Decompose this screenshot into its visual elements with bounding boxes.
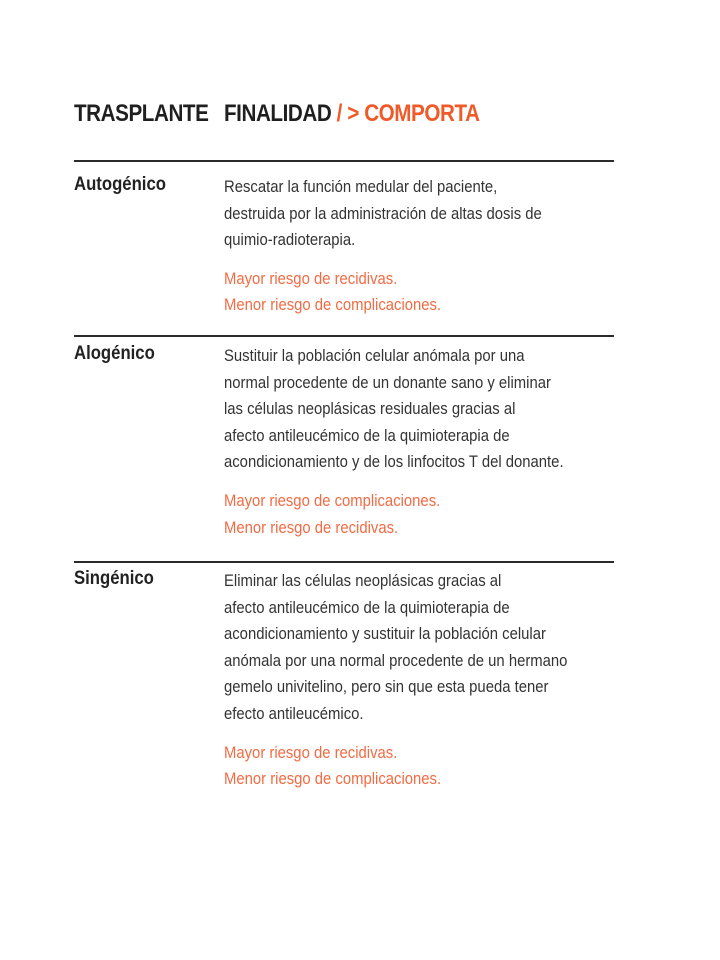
header-trasplante: TRASPLANTE — [74, 100, 209, 127]
purpose-text — [224, 568, 638, 728]
row-body — [224, 343, 644, 541]
purpose-line: normal procedente de un donante sano y eliminar — [224, 373, 551, 392]
row-label: Singénico — [74, 568, 154, 589]
purpose-text — [224, 343, 638, 476]
row-body — [224, 568, 644, 793]
outcome-line: Menor riesgo de complicaciones. — [224, 770, 442, 789]
purpose-line: efecto antileucémico. — [224, 704, 364, 723]
purpose-line: las células neoplásicas residuales gracias al — [224, 400, 516, 419]
purpose-line: Rescatar la función medular del paciente, — [224, 178, 498, 196]
purpose-line: destruida por la administración de altas dosis de — [224, 204, 542, 223]
header-finalidad-comporta — [224, 100, 480, 128]
header-comporta: COMPORTA — [364, 100, 480, 127]
table-header — [74, 100, 614, 140]
purpose-line: afecto antileucémico de la quimioterapia de — [224, 598, 510, 617]
outcome-line: Mayor riesgo de complicaciones. — [224, 491, 441, 510]
purpose-line: acondicionamiento y sustituir la población celular — [224, 625, 546, 644]
purpose-line: Sustituir la población celular anómala por una — [224, 347, 525, 365]
outcome-text — [224, 740, 638, 793]
purpose-line: afecto antileucémico de la quimioterapia de — [224, 426, 510, 445]
header-separator: / > — [331, 100, 365, 127]
row-label: Autogénico — [74, 174, 166, 195]
divider-2 — [74, 335, 614, 337]
outcome-text — [224, 266, 638, 319]
outcome-line: Menor riesgo de complicaciones. — [224, 296, 442, 315]
purpose-line: quimio-radioterapia. — [224, 231, 356, 250]
row-label: Alogénico — [74, 343, 155, 364]
outcome-text — [224, 488, 638, 541]
purpose-line: Eliminar las células neoplásicas gracias al — [224, 572, 502, 590]
header-finalidad: FINALIDAD — [224, 100, 332, 127]
divider-3 — [74, 561, 614, 563]
outcome-line: Mayor riesgo de recidivas. — [224, 743, 398, 762]
purpose-text — [224, 174, 638, 254]
outcome-line: Mayor riesgo de recidivas. — [224, 269, 398, 288]
purpose-line: acondicionamiento y de los linfocitos T del donante. — [224, 453, 564, 472]
purpose-line: anómala por una normal procedente de un hermano — [224, 651, 568, 670]
outcome-line: Menor riesgo de recidivas. — [224, 518, 399, 537]
purpose-line: gemelo univitelino, pero sin que esta pueda tener — [224, 678, 549, 697]
row-body — [224, 174, 644, 319]
divider-1 — [74, 160, 614, 162]
